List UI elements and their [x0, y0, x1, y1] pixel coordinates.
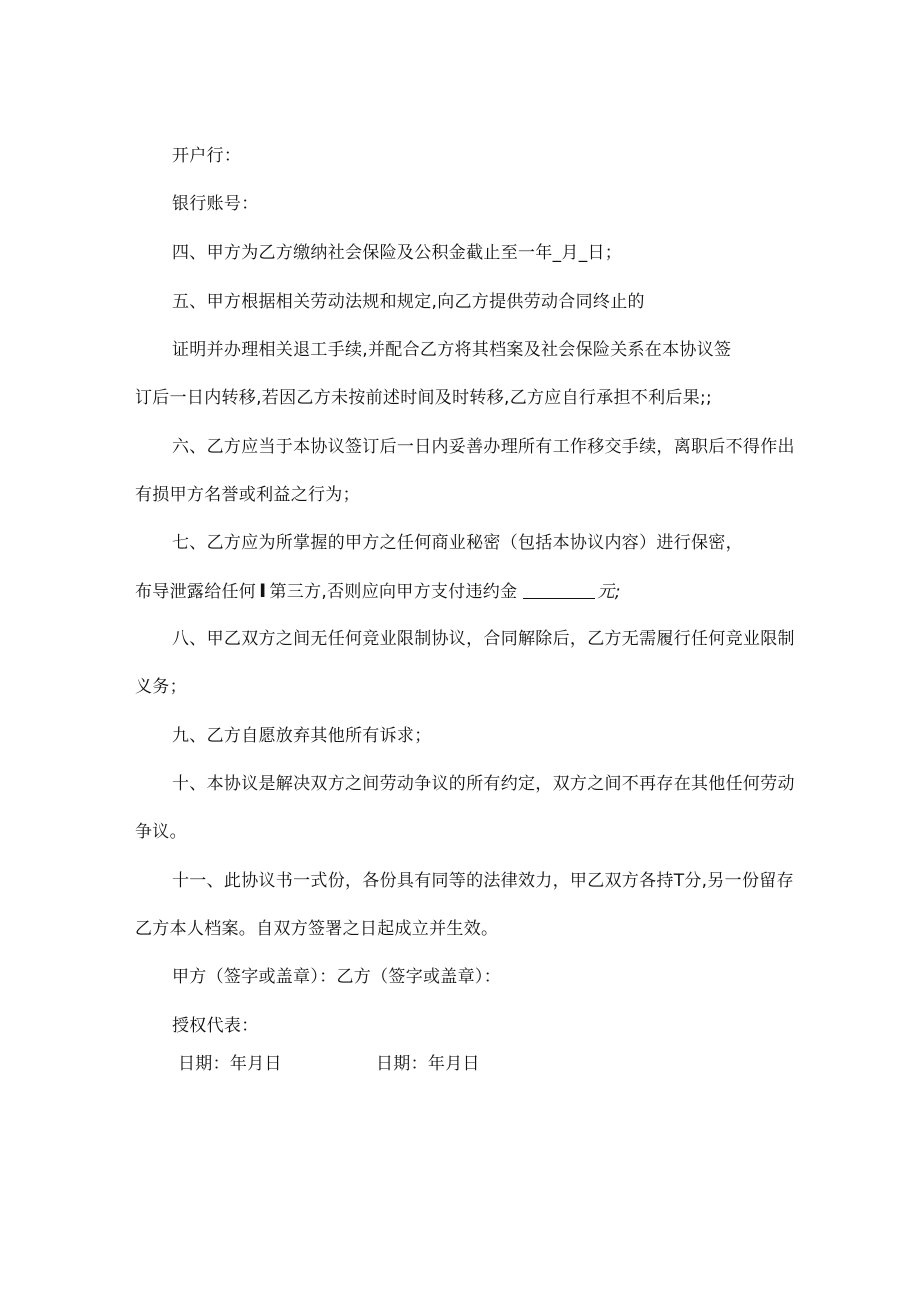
clause-7-line-2 [135, 580, 621, 603]
signature-line: 甲方（签字或盖章）：乙方（签字或盖章）： [172, 967, 501, 987]
clause-9: 九、乙方自愿放弃其他所有诉求； [172, 726, 432, 746]
penalty-amount-blank [523, 582, 595, 599]
clause-7-line-1: 七、乙方应为所掌握的甲方之任何商业秘密（包括本协议内容）进行保密， [172, 533, 743, 553]
clause-7-text-start: 布导泄露给任何 [135, 582, 257, 602]
clause-5-line-3: 订后一日内转移,若因乙方未按前述时间及时转移,乙方应自行承担不利后果;; [135, 388, 713, 408]
clause-7-text-middle: 第三方,否则应向甲方支付违约金 [269, 582, 518, 602]
clause-4: 四、甲方为乙方缴纳社会保险及公积金截止至一年_月_日； [172, 243, 623, 263]
clause-8-line-1: 八、甲乙双方之间无任何竞业限制协议，合同解除后，乙方无需履行任何竞业限制 [172, 629, 795, 649]
stray-bar-mark: I [259, 580, 267, 602]
date-party-a: 日期：年月日 [178, 1054, 282, 1074]
clause-11-line-2: 乙方本人档案。自双方签署之日起成立并生效。 [135, 919, 499, 939]
authorized-representative: 授权代表： [172, 1016, 259, 1036]
clause-5-line-2: 证明并办理相关退工手续,并配合乙方将其档案及社会保险关系在本协议签 [172, 340, 732, 360]
clause-10-line-1: 十、本协议是解决双方之间劳动争议的所有约定，双方之间不再存在其他任何劳动 [172, 774, 795, 794]
account-line: 银行账号： [172, 194, 259, 214]
clause-11-line-1: 十一、此协议书一式份，各份具有同等的法律效力，甲乙双方各持T分,另一份留存 [172, 871, 794, 891]
clause-6-line-2: 有损甲方名誉或利益之行为； [135, 485, 360, 505]
clause-10-line-2: 争议。 [135, 822, 187, 842]
bank-line: 开户行： [172, 146, 242, 166]
clause-7-text-end: 元; [597, 582, 621, 602]
date-party-b: 日期：年月日 [376, 1054, 480, 1074]
clause-5-line-1: 五、甲方根据相关劳动法规和规定,向乙方提供劳动合同终止的 [172, 292, 645, 312]
clause-6-line-1: 六、乙方应当于本协议签订后一日内妥善办理所有工作移交手续，离职后不得作出 [172, 437, 795, 457]
clause-8-line-2: 义务； [135, 677, 187, 697]
